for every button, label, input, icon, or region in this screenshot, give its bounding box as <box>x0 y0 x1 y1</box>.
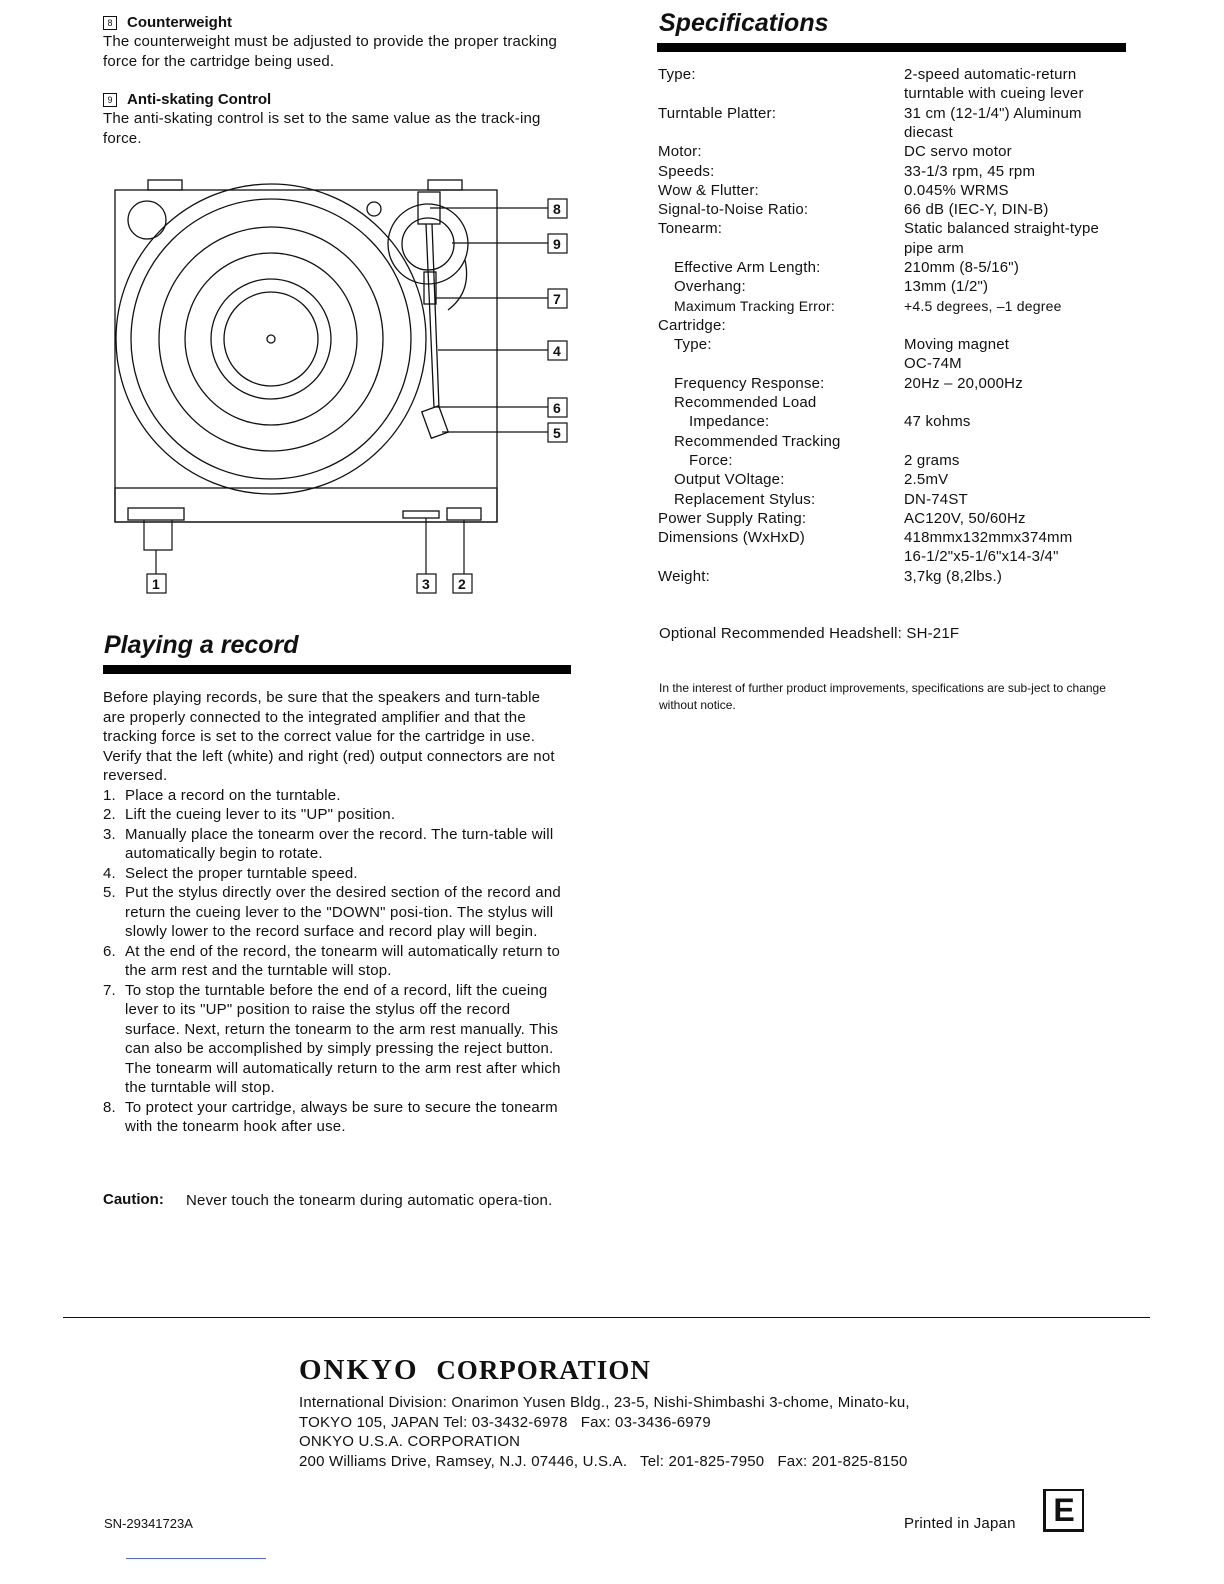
playing-steps <box>103 786 565 1137</box>
callout-7: 7 <box>553 291 561 307</box>
callout-3: 3 <box>422 576 430 592</box>
speed-selector <box>403 511 439 518</box>
list-item: 8. To protect your cartridge, always be sure to secure the tonearm with the tonearm hook after use. <box>103 1098 558 1135</box>
playing-intro-1: Before playing records, be sure that the speakers and turn-table are properly connected to the integrated amplifier and that the tracking force is set to the correct value for the cartridge in use. <box>103 689 541 745</box>
caution-text: Never touch the tonearm during automatic opera-tion. <box>186 1192 553 1209</box>
callout-1: 1 <box>152 576 160 592</box>
antiskating-section <box>103 91 573 148</box>
hinge-right <box>428 180 462 190</box>
spindle <box>267 335 275 343</box>
list-item: 2. Lift the cueing lever to its "UP" position. <box>103 806 396 823</box>
callout-2: 2 <box>458 576 466 592</box>
footer-rule <box>63 1317 1150 1318</box>
turntable-diagram <box>100 172 580 602</box>
list-item: 7. To stop the turntable before the end of a record, lift the cueing lever to its "UP" position to raise the stylus off the record surface. Next, return the tonearm to the arm rest manually. This can also be accomplished by simply pressing the reject button. The tonearm will automatically return to the arm rest after which the turntable will stop. <box>103 981 561 1096</box>
speed-adapter <box>128 201 166 239</box>
playing-title: Playing a record <box>104 631 299 659</box>
counterweight-text: The counterweight must be adjusted to provide the proper tracking force for the cartridge being used. <box>103 33 558 70</box>
headshell <box>422 406 448 438</box>
control-panel <box>115 488 497 522</box>
callout-4: 4 <box>553 343 561 359</box>
language-mark: E <box>1043 1489 1084 1532</box>
playing-intro-2: Verify that the left (white) and right (red) output connectors are not reversed. <box>103 747 555 784</box>
hinge-left <box>148 180 182 190</box>
list-item: 6. At the end of the record, the tonearm will automatically return to the arm rest and the turntable will stop. <box>103 942 561 979</box>
optional-headshell: Optional Recommended Headshell: SH-21F <box>659 625 960 642</box>
button-right <box>447 508 481 520</box>
counterweight-title: Counterweight <box>127 14 232 31</box>
antiskating-title: Anti-skating Control <box>127 91 272 108</box>
list-item: 5. Put the stylus directly over the desired section of the record and return the cueing lever to the "DOWN" posi-tion. The stylus will slowly lower to the record surface and record play will begin. <box>103 884 561 940</box>
caution-label: Caution: <box>103 1191 164 1208</box>
counterweight-section <box>103 14 573 71</box>
callout-9: 9 <box>553 236 561 252</box>
counterweight-number: 8 <box>103 16 117 30</box>
specs-rule <box>657 43 1126 52</box>
list-item: 1. Place a record on the turntable. <box>103 786 341 804</box>
address-line-2: TOKYO 105, JAPAN Tel: 03-3432-6978 Fax: 03-3436-6979 <box>299 1413 711 1431</box>
list-item: 4. Select the proper turntable speed. <box>103 864 358 882</box>
antiskating-number: 9 <box>103 93 117 107</box>
bottom-link-line <box>126 1558 266 1559</box>
list-item: 3. Manually place the tonearm over the record. The turn-table will automatically begin to rotate. <box>103 825 554 862</box>
address-line-4: 200 Williams Drive, Ramsey, N.J. 07446, U.S.A. Tel: 201-825-7950 Fax: 201-825-8150 <box>299 1452 908 1470</box>
brand-logo: ONKYO <box>299 1354 419 1386</box>
address-line-3: ONKYO U.S.A. CORPORATION <box>299 1433 521 1450</box>
specs-table: Type: 2-speed automatic-return turntable with cueing lever Turntable Platter: 31 cm (12-1/4") Aluminum diecast Motor: DC servo motor Speeds: 33-1/3 rpm, 45 rpm Wow & Flutter: 0.045% WRMS Signal-to-Noise Ratio: 66 dB (IEC-Y, DIN-B) Tonearm: Static balanced straight-type pipe arm Effective Arm Length: 210mm (8-5/16") Overhang: 13mm (1/2") Maximum Tracking Error: +4.5 degrees, –1 degree Cartridge: Type: Moving magnet OC-74M Frequency Response: 20Hz – 20,000Hz Recommended Load Impedance: 47 kohms Recommended Tracking Force: 2 grams Output VOltage: 2.5mV Replacement Stylus: DN-74ST Power Supply Rating: AC120V, 50/60Hz Dimensions (WxHxD) 418mmx132mmx374mm 16-1/2"x5-1/6"x14-3/4" Weight: 3,7kg (8,2lbs.) <box>658 66 1100 585</box>
document-code: SN-29341723A <box>104 1516 193 1531</box>
caution <box>103 1191 565 1211</box>
specs-notice: In the interest of further product improvements, specifications are sub-ject to change without notice. <box>659 681 1106 712</box>
callout-8: 8 <box>553 201 561 217</box>
playing-rule <box>103 665 571 674</box>
corporation-word: CORPORATION <box>436 1355 651 1385</box>
button-left <box>128 508 184 520</box>
company-name <box>299 1354 651 1387</box>
specs-title: Specifications <box>659 9 829 37</box>
antiskating-text: The anti-skating control is set to the same value as the track-ing force. <box>103 110 541 147</box>
address-line-1: International Division: Onarimon Yusen Bldg., 23-5, Nishi-Shimbashi 3-chome, Minato-ku, <box>299 1394 910 1411</box>
company-address <box>299 1393 1099 1471</box>
callout-5: 5 <box>553 425 561 441</box>
playing-body <box>103 688 565 1137</box>
callout-6: 6 <box>553 400 561 416</box>
printed-in: Printed in Japan <box>904 1515 1016 1532</box>
